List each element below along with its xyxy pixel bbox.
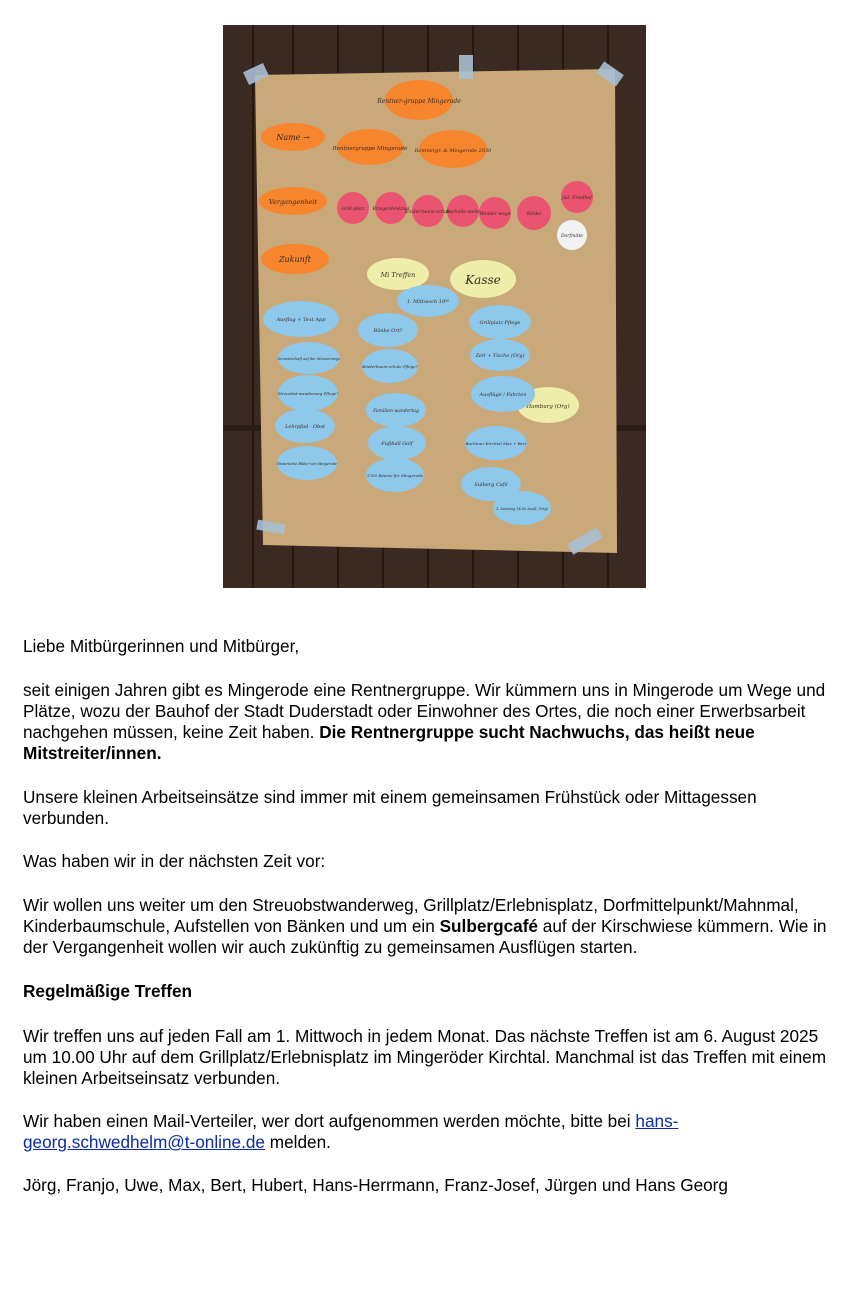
note-baeume: 1350 Bäume für Mingerode bbox=[366, 473, 424, 478]
past-item-5: Wander-wege bbox=[479, 212, 511, 217]
paragraph-breakfast: Unsere kleinen Arbeitseinsätze sind immer mit einem gemeinsamen Frühstück oder Mittagessen verbunden. bbox=[23, 787, 757, 828]
past-item-4: Bushalte-stelle bbox=[446, 210, 480, 215]
note-hamburg: Hamburg (Org) bbox=[526, 404, 570, 410]
plans-bold: Sulbergcafé bbox=[439, 916, 538, 936]
paragraph-mailing-list bbox=[23, 1111, 838, 1153]
past-item-6: Bänke bbox=[526, 212, 542, 217]
mailing-rest: melden. bbox=[264, 1132, 331, 1152]
past-item-2: Kriegerdenkmal bbox=[372, 207, 410, 212]
note-treffen: Mi Treffen bbox=[380, 271, 416, 279]
note-lehrpfad: Lehrpfad - Obst bbox=[285, 424, 325, 430]
past-item-1: Grill-platz bbox=[341, 207, 365, 212]
paragraph-intro bbox=[23, 680, 838, 764]
past-item-3: Kinder-baum-schule bbox=[405, 210, 451, 215]
section-heading-meetings: Regelmäßige Treffen bbox=[23, 981, 193, 1001]
note-grillplatz: Grillplatz Pflege bbox=[479, 320, 521, 326]
note-app: Ausflug + Text App bbox=[276, 317, 326, 323]
note-zelt: Zelt + Tische (Org) bbox=[475, 353, 525, 359]
note-kinderbaum: Kinderbaum-schule Pflege? bbox=[362, 364, 418, 369]
paragraph-plans bbox=[23, 895, 838, 958]
note-bilder: Historische Bilder von Mingerode bbox=[276, 462, 338, 466]
note-ausfluege: Ausflüge / Fahrten bbox=[479, 392, 527, 398]
note-group1: Rentnergruppe Mingerode bbox=[332, 146, 408, 152]
plans-rest: auf der Kirschwiese kümmern. Wie in der Vergangenheit wollen wir auch zukünftig zu gemeinsamen Ausflügen starten. bbox=[23, 916, 827, 957]
paragraph-meetings: Wir treffen uns auf jeden Fall am 1. Mittwoch in jedem Monat. Das nächste Treffen ist am 6. August 2025 um 10.00 Uhr auf dem Grillplatz/Erlebnisplatz im Mingeröder Kirchtal. Manchmal ist das Treffen mit einem kleinen Arbeitseinsatz verbunden. bbox=[23, 1026, 827, 1088]
past-item-7: jüd. Friedhof bbox=[562, 196, 592, 201]
note-name: Name → bbox=[276, 133, 310, 142]
note-fussball: Fußball Golf bbox=[381, 441, 413, 447]
intro-bold: Die Rentnergruppe sucht Nachwuchs, das heißt neue Mitstreiter/innen. bbox=[23, 722, 755, 763]
note-sonntag: 1. Sonntag 14.00 Ausfl. (Org) bbox=[495, 507, 549, 511]
note-familien: Familien-wandertag bbox=[373, 409, 419, 414]
poster-photo bbox=[223, 25, 646, 588]
note-streuobst: Streuobst-wanderweg Pflege? bbox=[277, 391, 339, 396]
intro-text: seit einigen Jahren gibt es Mingerode eine Rentnergruppe. Wir kümmern uns in Mingerode um Wege und Plätze, wozu der Bauhof der Stadt Duderstadt oder Einwohner des Ortes, die noch einer Erwerbsarbeit nachgehen müssen, keine Zeit haben. bbox=[23, 680, 826, 742]
note-buchtour: Buchtour Kirchtal Max + Bert bbox=[465, 441, 527, 446]
email-link[interactable]: hans-georg.schwedhelm@t-online.de bbox=[23, 1111, 679, 1152]
signature: Jörg, Franjo, Uwe, Max, Bert, Hubert, Hans-Herrmann, Franz-Josef, Jürgen und Hans Georg bbox=[23, 1175, 728, 1195]
note-zukunft: Zukunft bbox=[278, 255, 312, 264]
past-item-8: Dorfmitte bbox=[560, 234, 584, 239]
note-group2: Rentnergr. & Mingerode 2030 bbox=[414, 148, 492, 154]
note-mittwoch: 1. Mittwoch 10⁰⁰ bbox=[406, 299, 450, 305]
letter-body bbox=[23, 636, 838, 1196]
plans-text: Wir wollen uns weiter um den Streuobstwanderweg, Grillplatz/Erlebnisplatz, Dorfmittelpunkt/Mahnmal, Kinderbaumschule, Aufstellen von Bänken und um ein bbox=[23, 895, 799, 936]
mailing-text: Wir haben einen Mail-Verteiler, wer dort aufgenommen werden möchte, bitte bei bbox=[23, 1111, 636, 1131]
paragraph-plans-heading: Was haben wir in der nächsten Zeit vor: bbox=[23, 851, 326, 871]
note-baenke: Bänke Ort? bbox=[373, 328, 403, 334]
greeting: Liebe Mitbürgerinnen und Mitbürger, bbox=[23, 636, 300, 656]
note-kasse: Kasse bbox=[465, 273, 501, 287]
note-gemeinschaft: Gemeinschaft auf der Mannerwege bbox=[277, 357, 341, 361]
note-vergangenheit: Vergangenheit bbox=[268, 198, 318, 206]
note-sulberg: Sulberg Café bbox=[474, 482, 508, 488]
note-top: Rentner-gruppe Mingerode bbox=[377, 98, 461, 105]
